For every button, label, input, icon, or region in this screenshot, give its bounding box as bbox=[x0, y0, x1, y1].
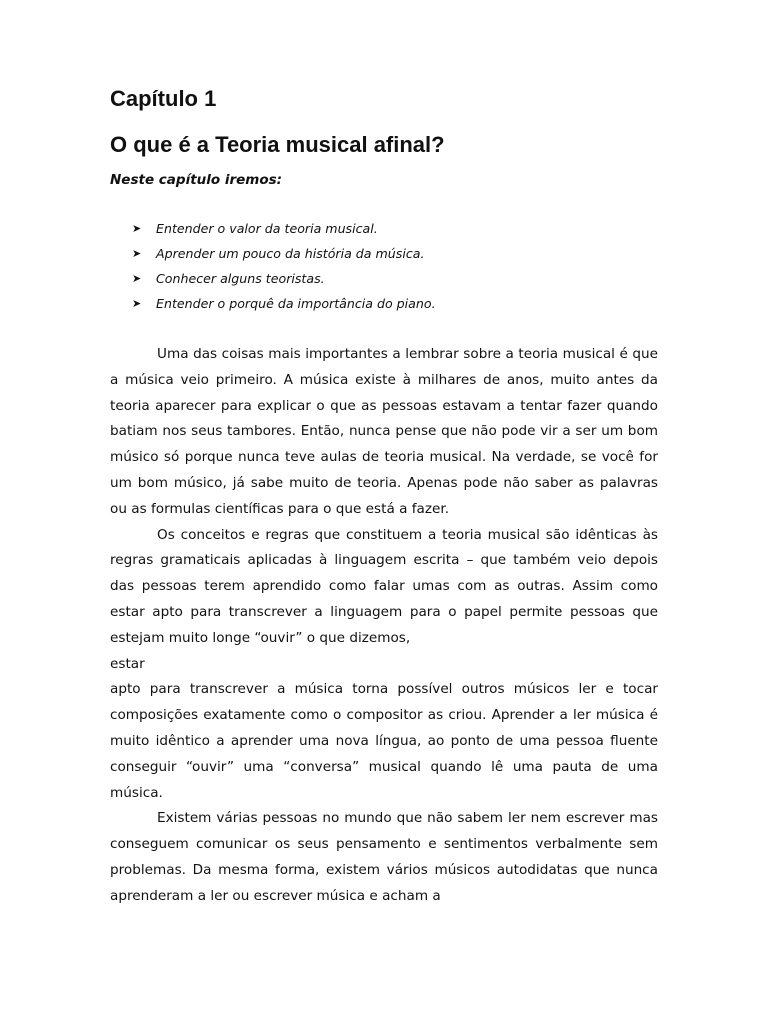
paragraph: Os conceitos e regras que constituem a teoria musical são idênticas às regras gramaticais aplicadas à linguagem escrita – que também veio depois das pessoas terem aprendido como falar umas com as outras. Assim como estar apto para transcrever a linguagem para o papel permite pessoas que estejam muito longe “ouvir” o que dizemos, bbox=[110, 526, 658, 646]
paragraph: Uma das coisas mais importantes a lembrar sobre a teoria musical é que a música veio primeiro. A música existe à milhares de anos, muito antes da teoria aparecer para explicar o que as pessoas estavam a tentar fazer quando batiam nos seus tambores. Então, nunca pense que não pode vir a ser um bom músico só porque nunca teve aulas de teoria musical. Na verdade, se você for um bom músico, já sabe muito de teoria. Apenas pode não saber as palavras ou as formulas científicas para o que está a fazer. bbox=[110, 346, 658, 517]
body-text bbox=[110, 342, 658, 910]
list-item bbox=[132, 241, 658, 266]
goal-text: Entender o valor da teoria musical. bbox=[156, 221, 378, 236]
paragraph: Existem várias pessoas no mundo que não sabem ler nem escrever mas conseguem comunicar os seus pensamento e sentimentos verbalmente sem problemas. Da mesma forma, existem vários músicos autodidatas que nunca aprenderam a ler ou escrever música e acham a bbox=[110, 810, 658, 904]
arrowhead-bullet-icon: ➤ bbox=[132, 247, 142, 260]
arrowhead-bullet-icon: ➤ bbox=[132, 222, 142, 235]
chapter-title: O que é a Teoria musical afinal? bbox=[110, 132, 445, 157]
intro-label: Neste capítulo iremos: bbox=[110, 172, 283, 188]
document-page bbox=[110, 82, 658, 910]
list-item bbox=[132, 291, 658, 316]
goal-text: Entender o porquê da importância do piano. bbox=[156, 296, 436, 311]
paragraph: estar bbox=[110, 655, 145, 672]
paragraph: apto para transcrever a música torna possível outros músicos ler e tocar composições exatamente como o compositor as criou. Aprender a ler música é muito idêntico a aprender uma nova língua, ao ponto de uma pessoa fluente conseguir “ouvir” uma “conversa” musical quando lê uma pauta de uma música. bbox=[110, 681, 658, 801]
chapter-label: Capítulo 1 bbox=[110, 86, 217, 111]
goal-text: Aprender um pouco da história da música. bbox=[156, 246, 425, 261]
arrowhead-bullet-icon: ➤ bbox=[132, 297, 142, 310]
list-item bbox=[132, 266, 658, 291]
list-item bbox=[132, 216, 658, 241]
goal-text: Conhecer alguns teoristas. bbox=[156, 271, 325, 286]
arrowhead-bullet-icon: ➤ bbox=[132, 272, 142, 285]
goals-list bbox=[132, 216, 658, 316]
